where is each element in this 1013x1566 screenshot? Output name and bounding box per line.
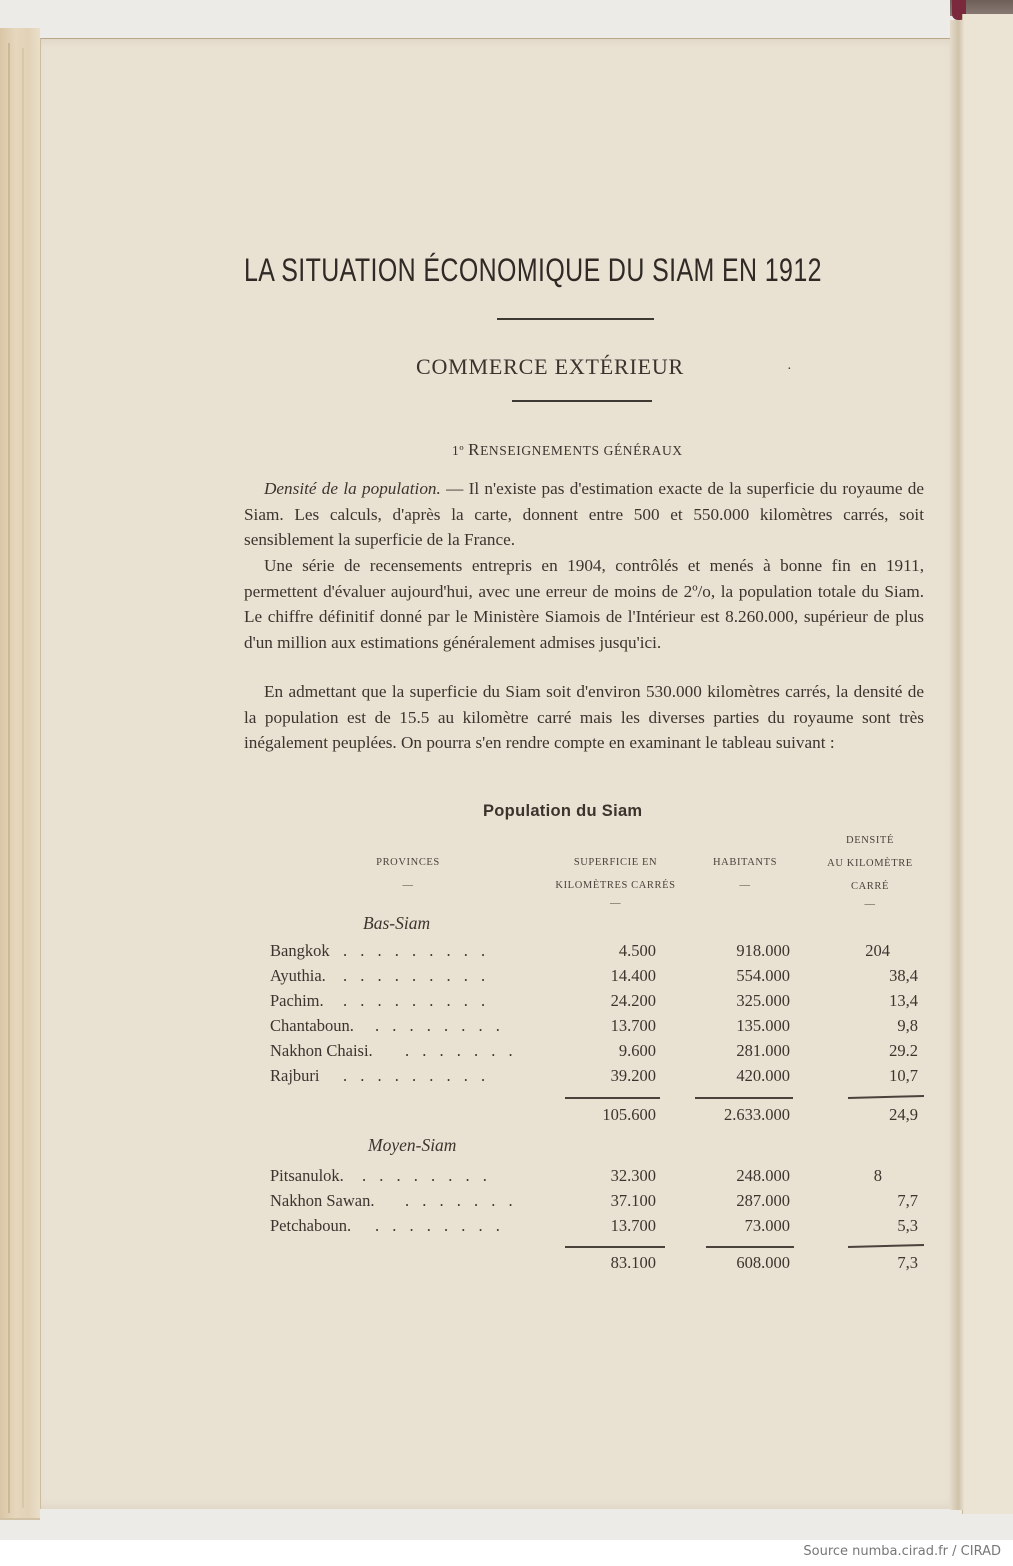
province-name: Pachim. [270,991,324,1010]
table-row [270,1016,930,1041]
paragraph-lead: Densité de la population. [264,479,441,498]
subtotal-rule [706,1246,794,1248]
superficie-total: 83.100 [610,1253,656,1272]
table-row [270,1216,930,1241]
header-line: SUPERFICIE EN [573,857,658,868]
habitants-value: 281.000 [736,1041,790,1060]
densite-value: 9,8 [897,1016,918,1035]
province-name: Pitsanulok. [270,1166,344,1185]
leader-dots: . . . . . . . . [375,1016,505,1035]
densite-value: 204 [865,941,890,960]
superficie-value: 13.700 [610,1016,656,1035]
adjacent-page [962,14,1013,1514]
densite-total: 7,3 [897,1253,918,1272]
habitants-total: 2.633.000 [724,1105,790,1124]
province-name: Petchaboun. [270,1216,352,1235]
title-rule [497,318,654,320]
table-row [270,991,930,1016]
subtotal-rule [695,1097,793,1099]
subtotal-row [270,1105,930,1130]
section-heading-initial: R [468,440,481,459]
header-dash: — [402,880,414,891]
paragraph-text: En admettant que la superficie du Siam soit d'environ 530.000 kilomètres carrés, la densité de la population est de 15.5 au kilomètre carré mais les diverses parties du royaume sont très inégalement peuplées. On pourra s'en rendre compte en examinant le tableau suivant : [244,682,924,752]
superficie-value: 9.600 [618,1041,656,1060]
densite-value: 29.2 [889,1041,918,1060]
leader-dots: . . . . . . . . . [343,966,490,985]
province-name: Rajburi [270,1066,320,1085]
paragraph-2 [244,553,924,655]
habitants-value: 73.000 [744,1216,790,1235]
subtotal-rule [565,1097,660,1099]
group-label-moyen-siam: Moyen-Siam [368,1135,457,1155]
habitants-value: 135.000 [736,1016,790,1035]
header-dash: — [864,899,876,910]
paragraph-3 [244,679,924,756]
table-row [270,1066,930,1091]
header-dash: — [739,880,751,891]
table-row [270,941,930,966]
leader-dots: . . . . . . . [405,1191,518,1210]
section-heading-text: ENSEIGNEMENTS GÉNÉRAUX [480,443,683,458]
paragraph-text: Une série de recensements entrepris en 1904, contrôlés et menés à bonne fin en 1911, permettent d'évaluer aujourd'hui, avec une erreur de moins de 2º/o, la population totale du Siam. Le chiffre définitif donné par le Ministère Siamois de l'Intérieur est 8.260.000, supérieur de plus d'un million aux estimations généralement admises jusqu'ici. [244,556,924,652]
header-line: CARRÉ [850,881,889,892]
habitants-value: 287.000 [736,1191,790,1210]
habitants-value: 554.000 [736,966,790,985]
superficie-value: 4.500 [618,941,656,960]
province-name: Ayuthia. [270,966,326,985]
document-subtitle: COMMERCE EXTÉRIEUR [416,354,685,379]
densite-value: 8 [873,1166,882,1185]
page-edge [22,48,24,1508]
densite-value: 10,7 [889,1066,918,1085]
subtotal-row [270,1253,930,1278]
column-header-densite [806,829,934,912]
group-label-bas-siam: Bas-Siam [363,913,431,933]
habitants-value: 325.000 [736,991,790,1010]
section-number: 1º [452,443,465,458]
leader-dots: . . . . . . . . . [343,1066,490,1085]
header-line: DENSITÉ [846,835,894,846]
superficie-value: 24.200 [610,991,656,1010]
superficie-value: 13.700 [610,1216,656,1235]
densite-value: 5,3 [897,1216,918,1235]
superficie-value: 14.400 [610,966,656,985]
habitants-value: 918.000 [736,941,790,960]
leader-dots: . . . . . . . . . [343,991,490,1010]
header-line: AU KILOMÈTRE [827,858,913,869]
source-credit: Source numba.cirad.fr / CIRAD [803,1544,1001,1559]
page-gutter-fold [950,20,964,1510]
densite-value: 7,7 [897,1191,918,1210]
densite-total: 24,9 [889,1105,918,1124]
paragraph-text: — Il n'existe pas d'estimation exacte de la superficie du royaume de Siam. Les calculs, d'après la carte, donnent entre 500 et 550.000 kilomètres carrés, soit sensiblement la superficie de la France. [244,479,925,549]
page-edge [8,43,10,1513]
leader-dots: . . . . . . . . [362,1166,492,1185]
habitants-total: 608.000 [736,1253,790,1272]
subtotal-rule [565,1246,665,1248]
stray-mark: · [787,362,792,377]
superficie-value: 32.300 [610,1166,656,1185]
leader-dots: . . . . . . . . . [343,941,490,960]
table-row [270,1191,930,1216]
header-line: KILOMÈTRES CARRÉS [555,880,676,891]
column-header-habitants [700,851,790,897]
header-line: PROVINCES [376,857,440,868]
densite-value: 13,4 [889,991,918,1010]
leader-dots: . . . . . . . . [375,1216,505,1235]
document-title: LA SITUATION ÉCONOMIQUE DU SIAM EN 1912 [244,252,822,288]
table-title: Population du Siam [483,802,643,820]
column-header-superficie [538,851,693,911]
page-stack-edges [0,28,40,1520]
habitants-value: 420.000 [736,1066,790,1085]
superficie-value: 39.200 [610,1066,656,1085]
header-line: HABITANTS [712,857,778,868]
province-name: Nakhon Chaisi. [270,1041,373,1060]
province-name: Nakhon Sawan. [270,1191,375,1210]
paragraph-1 [244,476,924,553]
superficie-total: 105.600 [602,1105,656,1124]
habitants-value: 248.000 [736,1166,790,1185]
leader-dots: . . . . . . . [405,1041,518,1060]
province-name: Chantaboun. [270,1016,354,1035]
table-row [270,1041,930,1066]
column-header-provinces [368,851,448,897]
table-row [270,966,930,991]
subtitle-rule [512,400,652,402]
table-row [270,1166,930,1191]
superficie-value: 37.100 [610,1191,656,1210]
province-name: Bangkok [270,941,330,960]
densite-value: 38,4 [889,966,918,985]
section-heading [452,440,683,460]
header-dash: — [609,898,622,909]
